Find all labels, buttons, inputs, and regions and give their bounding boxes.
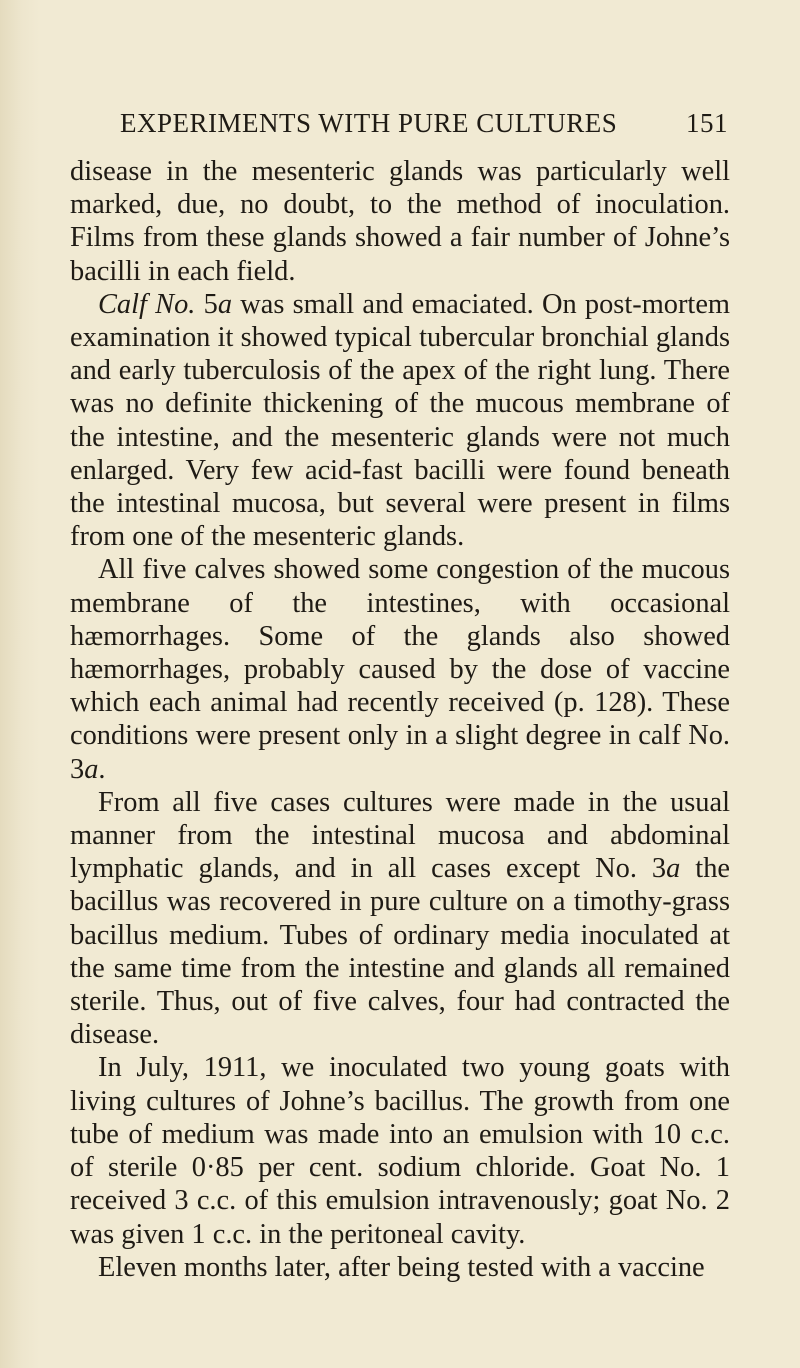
paragraph-2-text: was small and emaciated. On post-mortem examination it showed typical tubercular bronchial glands and early tuberculosis of the apex of the right lung. There was no definite thickening of the mucous membrane of the intestine, and the mesenteric glands were not much enlarged. Very few acid-fast bacilli were found beneath the intestinal mucosa, but several were present in films from one of the mesenteric glands. — [70, 288, 731, 553]
running-title: EXPERIMENTS WITH PURE CULTURES — [120, 108, 618, 138]
paragraph-4-suffix: a — [666, 853, 681, 885]
paragraph-3 — [70, 553, 730, 785]
running-head — [120, 108, 728, 148]
paragraph-3-end: . — [98, 753, 106, 785]
calf-suffix: a — [217, 288, 233, 320]
paragraph-5: In July, 1911, we inoculated two young goats with living cultures of Johne’s bacillus. The growth from one tube of medium was made into an emulsion with 10 c.c. of sterile 0·85 per cent. sodium chloride. Goat No. 1 received 3 c.c. of this emulsion intravenously; goat No. 2 was given 1 c.c. in the peritoneal cavity. — [70, 1052, 730, 1250]
paragraph-4-text: From all five cases cultures were made in the usual manner from the intestinal mucosa and abdominal lymphatic glands, and in all cases except No. 3 — [70, 786, 730, 885]
body-text — [70, 155, 730, 1284]
calf-number: 5 — [195, 288, 218, 320]
calf-label: Calf No. — [98, 288, 196, 320]
paragraph-6: Eleven months later, after being tested with a vaccine — [98, 1251, 705, 1283]
paragraph-1: disease in the mesenteric glands was particularly well marked, due, no doubt, to the method of inoculation. Films from these glands showed a fair number of Johne’s bacilli in each field. — [70, 156, 730, 287]
paragraph-3-suffix: a — [84, 753, 99, 785]
paragraph-4-rest: the bacillus was recovered in pure culture on a timothy-grass bacillus medium. Tubes of ordinary media inoculated at the same time from the intestine and glands all remained sterile. Thus, out of five calves, four had contracted the disease. — [70, 853, 730, 1051]
paragraph-2 — [70, 288, 730, 554]
paragraph-4 — [70, 786, 730, 1052]
page-number: 151 — [686, 108, 728, 138]
paragraph-3-text: All five calves showed some congestion of the mucous membrane of the intestines, with occasional hæmorrhages. Some of the glands also showed hæmorrhages, probably caused by the dose of vaccine which each animal had recently received (p. 128). These conditions were present only in a slight degree in calf No. 3 — [70, 554, 730, 785]
